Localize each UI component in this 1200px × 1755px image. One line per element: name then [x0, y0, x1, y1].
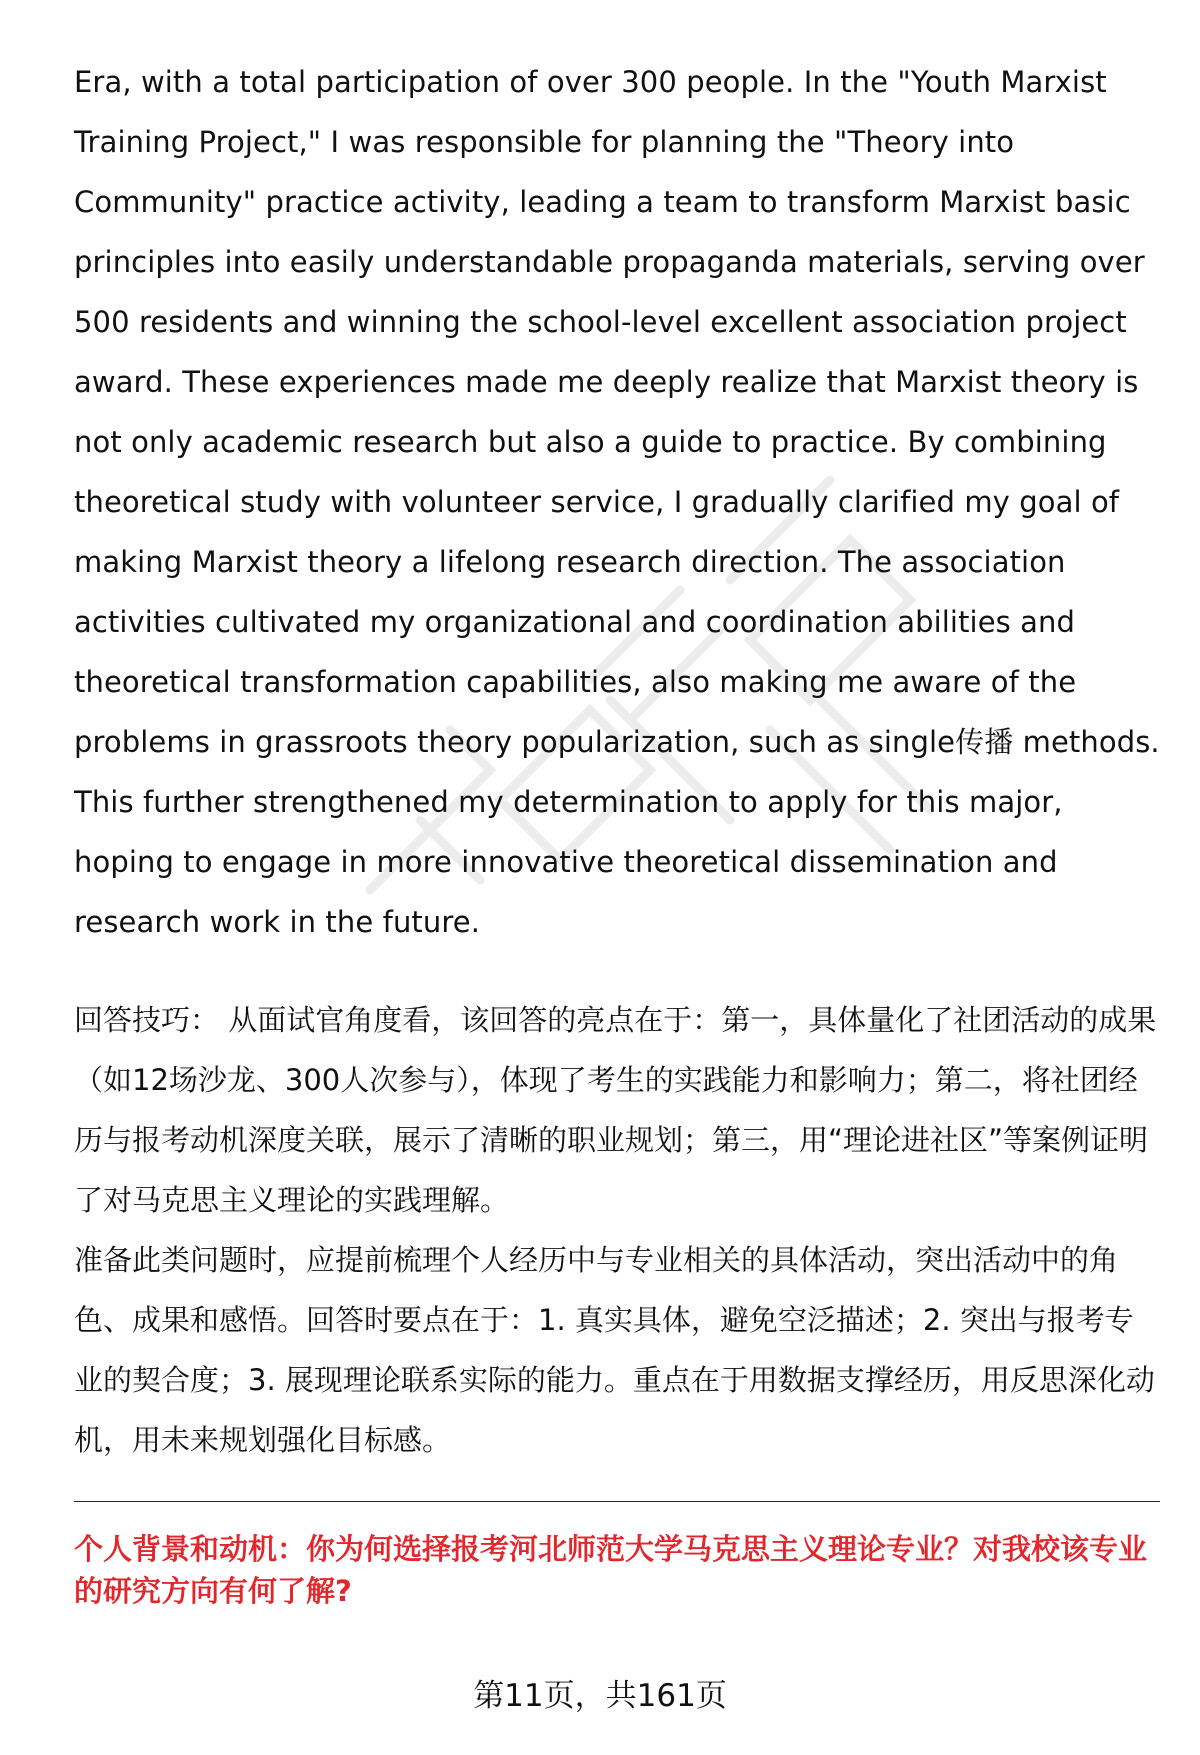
answer-tip-paragraph: 回答技巧： 从面试官角度看，该回答的亮点在于：第一，具体量化了社团活动的成果（如12场沙龙、300人次参与），体现了考生的实践能力和影响力；第二，将社团经历与报考动机深度关联，展示了清晰的职业规划；第三，用“理论进社区”等案例证明了对马克思主义理论的实践理解。: [74, 1003, 1157, 1217]
next-question-heading: 个人背景和动机：你为何选择报考河北师范大学马克思主义理论专业？对我校该专业的研究方向有何了解?: [74, 1532, 1148, 1608]
preparation-advice-paragraph: 准备此类问题时，应提前梳理个人经历中与专业相关的具体活动，突出活动中的角色、成果和感悟。回答时要点在于：1. 真实具体，避免空泛描述；2. 突出与报考专业的契合度；3. 展现理论联系实际的能力。重点在于用数据支撑经历，用反思深化动机，用未来规划强化目标感。: [74, 1243, 1155, 1457]
answer-tip-section: [74, 990, 1160, 1470]
section-divider: [74, 1501, 1160, 1502]
page-number-footer: 第11页，共161页: [473, 1678, 727, 1714]
answer-continuation-paragraph: Era, with a total participation of over 300 people. In the "Youth Marxist Training Project," I was responsible for planning the "Theory into Community" practice activity, leading a team to transform Marxist basic principles into easily understandable propaganda materials, serving over 500 residents and winning the school-level excellent association project award. These experiences made me deeply realize that Marxist theory is not only academic research but also a guide to practice. By combining theoretical study with volunteer service, I gradually clarified my goal of making Marxist theory a lifelong research direction. The association activities cultivated my organizational and coordination abilities and theoretical transformation capabilities, also making me aware of the problems in grassroots theory popularization, such as single传播 methods. This further strengthened my determination to apply for this major, hoping to engage in more innovative theoretical dissemination and research work in the future.: [74, 65, 1160, 939]
document-body: [74, 52, 1160, 1470]
